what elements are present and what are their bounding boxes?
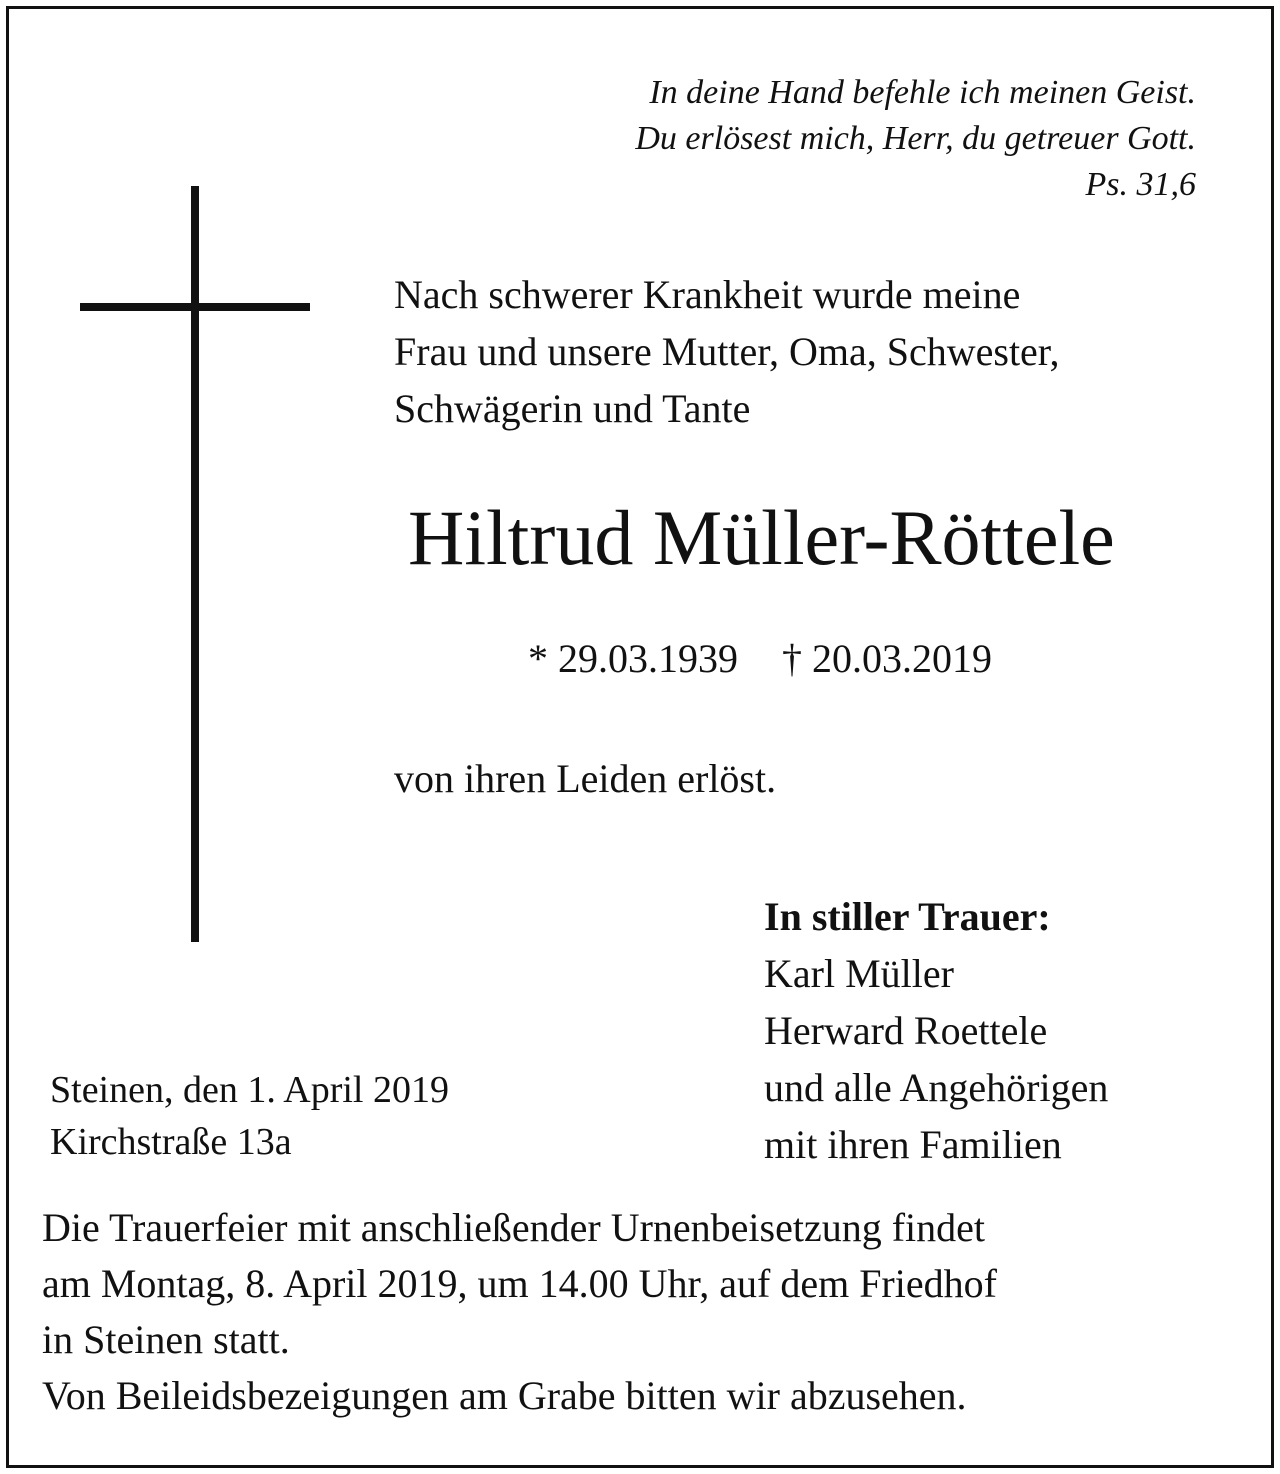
life-dates xyxy=(528,634,992,684)
ceremony-line-1: Die Trauerfeier mit anschließender Urnenbeisetzung findet xyxy=(42,1205,986,1250)
address-line: Kirchstraße 13a xyxy=(50,1121,292,1163)
relief-text: von ihren Leiden erlöst. xyxy=(394,756,777,801)
deceased-name: Hiltrud Müller-Röttele xyxy=(408,494,1115,581)
ceremony-line-4: Von Beileidsbezeigungen am Grabe bitten wir abzusehen. xyxy=(42,1373,967,1418)
mourners-heading: In stiller Trauer: xyxy=(764,894,1051,939)
bible-verse xyxy=(635,70,1196,208)
cross-horizontal-bar xyxy=(80,303,310,311)
mourner-name: und alle Angehörigen xyxy=(764,1065,1109,1110)
mourner-name: mit ihren Familien xyxy=(764,1122,1062,1167)
place-date-line: Steinen, den 1. April 2019 xyxy=(50,1069,449,1111)
mourner-name: Karl Müller xyxy=(764,951,954,996)
ceremony-info xyxy=(42,1200,997,1424)
death-date: † 20.03.2019 xyxy=(782,636,992,681)
place-and-date xyxy=(50,1064,449,1168)
verse-line-2: Du erlösest mich, Herr, du getreuer Gott. xyxy=(635,120,1196,157)
intro-text xyxy=(394,266,1060,437)
ceremony-line-2: am Montag, 8. April 2019, um 14.00 Uhr, auf dem Friedhof xyxy=(42,1261,997,1306)
intro-line-1: Nach schwerer Krankheit wurde meine xyxy=(394,272,1021,317)
verse-line-1: In deine Hand befehle ich meinen Geist. xyxy=(649,74,1196,111)
intro-line-2: Frau und unsere Mutter, Oma, Schwester, xyxy=(394,329,1060,374)
mourners-block xyxy=(764,888,1108,1173)
ceremony-line-3: in Steinen statt. xyxy=(42,1317,290,1362)
intro-line-3: Schwägerin und Tante xyxy=(394,386,751,431)
verse-reference: Ps. 31,6 xyxy=(1085,166,1196,203)
cross-vertical-bar xyxy=(191,186,199,942)
birth-date: * 29.03.1939 xyxy=(528,636,738,681)
mourner-name: Herward Roettele xyxy=(764,1008,1048,1053)
